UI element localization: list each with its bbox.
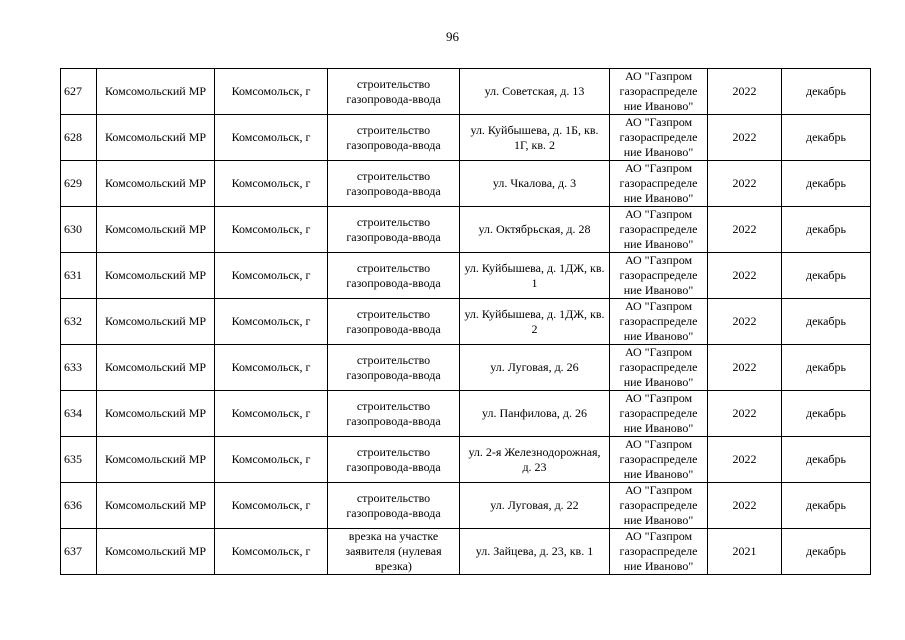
work-type-cell: строительство газопровода-ввода — [328, 253, 460, 299]
work-type-cell: строительство газопровода-ввода — [328, 437, 460, 483]
district-cell: Комсомольский МР — [97, 69, 215, 115]
city-cell: Комсомольск, г — [215, 299, 328, 345]
address-cell: ул. Куйбышева, д. 1Б, кв. 1Г, кв. 2 — [460, 115, 610, 161]
table-row — [61, 391, 871, 437]
gas-connection-table — [60, 68, 871, 575]
month-cell: декабрь — [782, 161, 871, 207]
city-cell: Комсомольск, г — [215, 115, 328, 161]
organization-cell: АО "Газпром газораспределе ние Иваново" — [610, 529, 708, 575]
address-cell: ул. Луговая, д. 22 — [460, 483, 610, 529]
row-number: 629 — [61, 161, 97, 207]
address-cell: ул. 2-я Железнодорожная, д. 23 — [460, 437, 610, 483]
table-row — [61, 529, 871, 575]
district-cell: Комсомольский МР — [97, 437, 215, 483]
district-cell: Комсомольский МР — [97, 115, 215, 161]
organization-cell: АО "Газпром газораспределе ние Иваново" — [610, 437, 708, 483]
table-row — [61, 161, 871, 207]
organization-cell: АО "Газпром газораспределе ние Иваново" — [610, 207, 708, 253]
district-cell: Комсомольский МР — [97, 207, 215, 253]
organization-cell: АО "Газпром газораспределе ние Иваново" — [610, 299, 708, 345]
table-row — [61, 69, 871, 115]
row-number: 632 — [61, 299, 97, 345]
address-cell: ул. Советская, д. 13 — [460, 69, 610, 115]
row-number: 636 — [61, 483, 97, 529]
work-type-cell: строительство газопровода-ввода — [328, 161, 460, 207]
year-cell: 2021 — [708, 529, 782, 575]
month-cell: декабрь — [782, 69, 871, 115]
organization-cell: АО "Газпром газораспределе ние Иваново" — [610, 69, 708, 115]
row-number: 635 — [61, 437, 97, 483]
address-cell: ул. Октябрьская, д. 28 — [460, 207, 610, 253]
year-cell: 2022 — [708, 345, 782, 391]
row-number: 627 — [61, 69, 97, 115]
city-cell: Комсомольск, г — [215, 391, 328, 437]
table-row — [61, 299, 871, 345]
city-cell: Комсомольск, г — [215, 161, 328, 207]
district-cell: Комсомольский МР — [97, 483, 215, 529]
address-cell: ул. Луговая, д. 26 — [460, 345, 610, 391]
address-cell: ул. Чкалова, д. 3 — [460, 161, 610, 207]
organization-cell: АО "Газпром газораспределе ние Иваново" — [610, 253, 708, 299]
work-type-cell: строительство газопровода-ввода — [328, 483, 460, 529]
month-cell: декабрь — [782, 437, 871, 483]
table-row — [61, 253, 871, 299]
organization-cell: АО "Газпром газораспределе ние Иваново" — [610, 483, 708, 529]
city-cell: Комсомольск, г — [215, 529, 328, 575]
page-number: 96 — [446, 29, 459, 44]
year-cell: 2022 — [708, 253, 782, 299]
row-number: 628 — [61, 115, 97, 161]
row-number: 630 — [61, 207, 97, 253]
month-cell: декабрь — [782, 115, 871, 161]
year-cell: 2022 — [708, 207, 782, 253]
work-type-cell: строительство газопровода-ввода — [328, 299, 460, 345]
table-row — [61, 437, 871, 483]
organization-cell: АО "Газпром газораспределе ние Иваново" — [610, 115, 708, 161]
district-cell: Комсомольский МР — [97, 345, 215, 391]
year-cell: 2022 — [708, 161, 782, 207]
work-type-cell: строительство газопровода-ввода — [328, 345, 460, 391]
district-cell: Комсомольский МР — [97, 299, 215, 345]
year-cell: 2022 — [708, 115, 782, 161]
city-cell: Комсомольск, г — [215, 69, 328, 115]
address-cell: ул. Куйбышева, д. 1ДЖ, кв. 1 — [460, 253, 610, 299]
city-cell: Комсомольск, г — [215, 345, 328, 391]
city-cell: Комсомольск, г — [215, 483, 328, 529]
organization-cell: АО "Газпром газораспределе ние Иваново" — [610, 345, 708, 391]
month-cell: декабрь — [782, 345, 871, 391]
row-number: 634 — [61, 391, 97, 437]
city-cell: Комсомольск, г — [215, 207, 328, 253]
month-cell: декабрь — [782, 253, 871, 299]
table-row — [61, 115, 871, 161]
address-cell: ул. Зайцева, д. 23, кв. 1 — [460, 529, 610, 575]
organization-cell: АО "Газпром газораспределе ние Иваново" — [610, 161, 708, 207]
month-cell: декабрь — [782, 299, 871, 345]
month-cell: декабрь — [782, 529, 871, 575]
table-row — [61, 345, 871, 391]
row-number: 631 — [61, 253, 97, 299]
work-type-cell: строительство газопровода-ввода — [328, 115, 460, 161]
city-cell: Комсомольск, г — [215, 437, 328, 483]
row-number: 637 — [61, 529, 97, 575]
year-cell: 2022 — [708, 437, 782, 483]
month-cell: декабрь — [782, 207, 871, 253]
table-row — [61, 207, 871, 253]
district-cell: Комсомольский МР — [97, 161, 215, 207]
organization-cell: АО "Газпром газораспределе ние Иваново" — [610, 391, 708, 437]
month-cell: декабрь — [782, 483, 871, 529]
address-cell: ул. Панфилова, д. 26 — [460, 391, 610, 437]
year-cell: 2022 — [708, 299, 782, 345]
year-cell: 2022 — [708, 483, 782, 529]
work-type-cell: строительство газопровода-ввода — [328, 207, 460, 253]
row-number: 633 — [61, 345, 97, 391]
month-cell: декабрь — [782, 391, 871, 437]
year-cell: 2022 — [708, 69, 782, 115]
address-cell: ул. Куйбышева, д. 1ДЖ, кв. 2 — [460, 299, 610, 345]
work-type-cell: врезка на участке заявителя (нулевая врезка) — [328, 529, 460, 575]
work-type-cell: строительство газопровода-ввода — [328, 391, 460, 437]
table-row — [61, 483, 871, 529]
work-type-cell: строительство газопровода-ввода — [328, 69, 460, 115]
district-cell: Комсомольский МР — [97, 391, 215, 437]
city-cell: Комсомольск, г — [215, 253, 328, 299]
district-cell: Комсомольский МР — [97, 529, 215, 575]
district-cell: Комсомольский МР — [97, 253, 215, 299]
table-body — [61, 69, 871, 575]
year-cell: 2022 — [708, 391, 782, 437]
